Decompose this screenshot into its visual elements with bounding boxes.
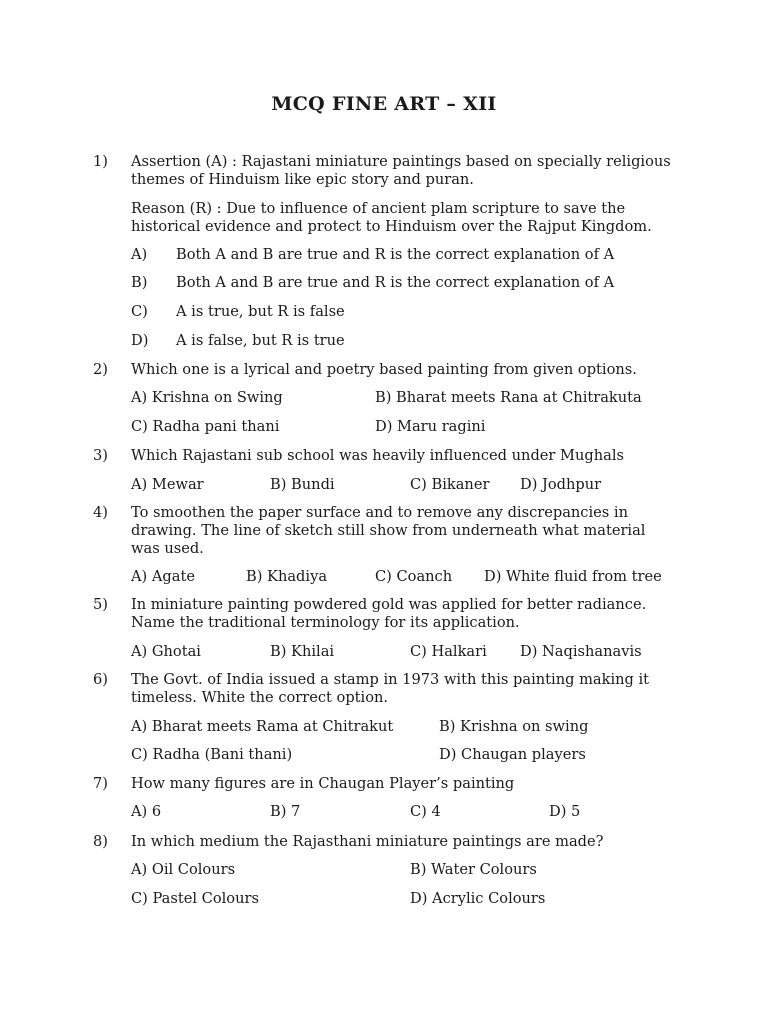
option-b: B) Khilai	[270, 643, 335, 660]
option-c: C) Halkari	[410, 643, 487, 660]
option-b: B) Krishna on swing	[439, 718, 589, 735]
option-d: D) White fluid from tree	[484, 568, 662, 585]
option-d: D) Chaugan players	[439, 746, 586, 763]
question-text: The Govt. of India issued a stamp in 1973 with this painting making it timeless. White the correct option.	[131, 671, 650, 706]
option-d: D) 5	[549, 803, 581, 820]
question-text: Which one is a lyrical and poetry based painting from given options.	[131, 361, 637, 378]
option-a: A) Oil Colours	[131, 861, 236, 878]
question-text: In which medium the Rajasthani miniature paintings are made?	[131, 833, 604, 850]
option-c: C) 4	[410, 803, 441, 820]
option-b: B) Bharat meets Rana at Chitrakuta	[375, 389, 642, 406]
option-a: A) Krishna on Swing	[131, 389, 283, 406]
question-text: How many figures are in Chaugan Player’s painting	[131, 775, 515, 792]
option-d: D) Acrylic Colours	[410, 890, 546, 907]
question-number: 1)	[93, 153, 108, 170]
option-c: C) Pastel Colours	[131, 890, 259, 907]
option-text: Both A and B are true and R is the correct explanation of A	[176, 274, 615, 291]
option-text: A is true, but R is false	[176, 303, 345, 320]
option-letter: B)	[131, 274, 148, 291]
option-b: B) Bundi	[270, 476, 335, 493]
question-number: 8)	[93, 833, 108, 850]
option-b: B) 7	[270, 803, 301, 820]
question-text: Which Rajastani sub school was heavily influenced under Mughals	[131, 447, 624, 464]
question-reason: Reason (R) : Due to influence of ancient plam scripture to save the historical evidence and protect to Hinduism over the Rajput Kingdom.	[131, 200, 652, 235]
option-a: A) Ghotai	[131, 643, 201, 660]
option-b: B) Khadiya	[246, 568, 328, 585]
question-number: 4)	[93, 504, 108, 521]
option-d: D) Maru ragini	[375, 418, 486, 435]
option-b: B) Water Colours	[410, 861, 537, 878]
option-c: C) Radha pani thani	[131, 418, 280, 435]
option-letter: D)	[131, 332, 149, 349]
page-title: MCQ FINE ART – XII	[271, 93, 497, 115]
option-letter: C)	[131, 303, 148, 320]
option-a: A) Bharat meets Rama at Chitrakut	[131, 718, 394, 735]
option-a: A) Mewar	[131, 476, 204, 493]
option-c: C) Coanch	[375, 568, 453, 585]
option-d: D) Naqishanavis	[520, 643, 642, 660]
question-number: 3)	[93, 447, 108, 464]
option-a: A) Agate	[131, 568, 195, 585]
option-letter: A)	[131, 246, 148, 263]
option-text: A is false, but R is true	[176, 332, 345, 349]
question-number: 6)	[93, 671, 108, 688]
question-text: In miniature painting powdered gold was applied for better radiance. Name the traditional terminology for its application.	[131, 596, 647, 631]
question-number: 5)	[93, 596, 108, 613]
option-text: Both A and B are true and R is the correct explanation of A	[176, 246, 615, 263]
question-number: 2)	[93, 361, 108, 378]
question-text: Assertion (A) : Rajastani miniature paintings based on specially religious themes of Hinduism like epic story and puran.	[131, 153, 671, 188]
option-c: C) Radha (Bani thani)	[131, 746, 293, 763]
option-d: D) Jodhpur	[520, 476, 602, 493]
option-c: C) Bikaner	[410, 476, 490, 493]
question-number: 7)	[93, 775, 108, 792]
question-text: To smoothen the paper surface and to remove any discrepancies in drawing. The line of sketch still show from underneath what material was used.	[131, 504, 646, 557]
option-a: A) 6	[131, 803, 162, 820]
